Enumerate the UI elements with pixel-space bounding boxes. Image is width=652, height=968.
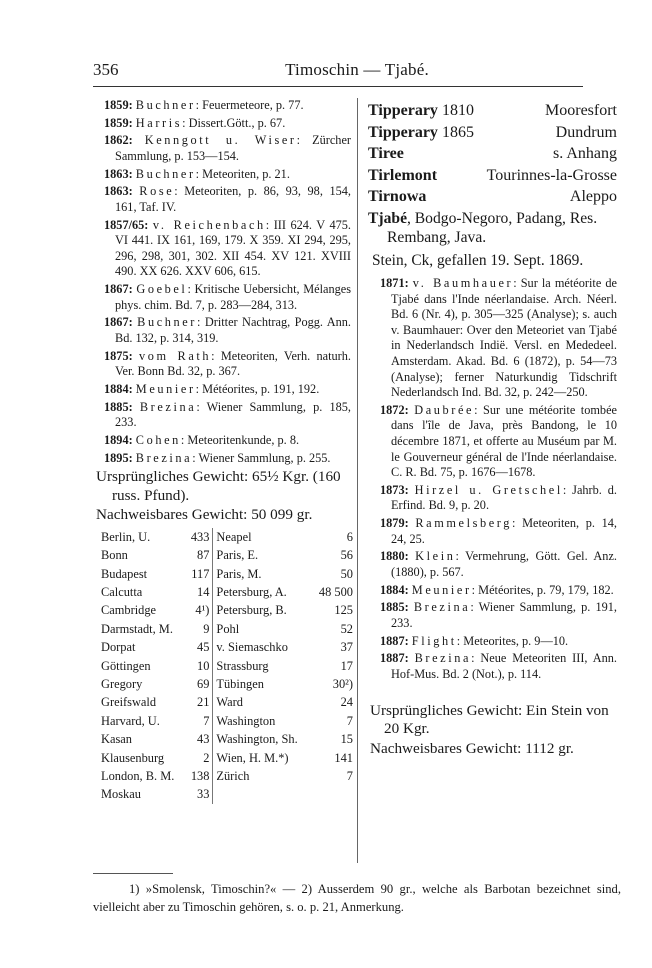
reference-text: : Météorites, p. 79, 179, 182.	[471, 582, 614, 597]
collection-row	[101, 565, 353, 583]
reference-year: 1895:	[104, 450, 133, 465]
reference-author: Buchner	[137, 315, 197, 330]
cross-reference: Tourinnes-la-Grosse	[486, 166, 617, 184]
collection-weight: 17	[340, 658, 353, 673]
meteorite-year: 1865	[441, 123, 474, 141]
verifiable-weight: Nachweisbares Gewicht: 50 099 gr.	[96, 506, 313, 524]
cross-reference: Mooresfort	[545, 102, 617, 119]
running-head: Timoschin — Tjabé.	[285, 60, 429, 79]
collection-weight: 52	[340, 621, 353, 636]
reference-text: : Zürcher Sammlung, p. 153—154.	[115, 133, 352, 163]
collection-weight: 87	[187, 546, 213, 564]
tjabe-location: , Bodgo-Negoro, Padang, Res. Rembang, Java.	[387, 209, 598, 247]
reference-entry	[368, 600, 617, 631]
index-entry	[368, 100, 617, 122]
collection-name: Moskau	[101, 787, 141, 802]
collection-weight: 15	[340, 732, 353, 747]
reference-text: : Meteoriten, p. 86, 93, 98, 154, 161, Taf. IV.	[115, 184, 351, 214]
reference-text: : Kritische Uebersicht, Mélanges phys. chim. Bd. 7, p. 283—284, 313.	[115, 282, 352, 312]
collection-name: Washington, Sh.	[216, 732, 298, 747]
collection-weight: 45	[187, 638, 213, 656]
collection-name: Greifswald	[101, 695, 157, 710]
right-column	[368, 100, 617, 759]
collection-weight: 6	[346, 529, 353, 544]
tjabe-name: Tjabé	[368, 209, 407, 227]
collection-weight: 14	[187, 583, 213, 601]
collection-row	[101, 730, 353, 748]
collection-weight: 141	[334, 750, 353, 765]
reference-author: Hirzel u. Gretschel	[414, 482, 563, 497]
reference-entry	[368, 634, 617, 650]
reference-year: 1863:	[104, 166, 133, 181]
collection-name: Calcutta	[101, 585, 143, 599]
collection-name: Pohl	[216, 621, 240, 636]
reference-year: 1867:	[104, 315, 133, 330]
meteorite-name: Tiree	[368, 145, 404, 163]
index-entry	[368, 186, 617, 208]
collection-name: Tübingen	[216, 677, 264, 692]
collection-name: Petersburg, B.	[216, 603, 287, 618]
collection-name: Harvard, U.	[101, 713, 160, 728]
meteorite-name: Tipperary	[368, 102, 438, 119]
collection-weight: 21	[187, 693, 213, 711]
reference-text: : Meteoriten, Verh. naturh. Ver. Bonn Bd. 32, p. 367.	[115, 348, 351, 379]
index-entries	[368, 100, 617, 208]
collection-weight: 7	[187, 712, 213, 730]
reference-year: 1884:	[380, 582, 409, 597]
collection-name: Wien, H. M.*)	[216, 750, 289, 765]
reference-year: 1875:	[104, 348, 133, 363]
collection-weight: 138	[187, 767, 213, 785]
reference-author: Rose	[139, 184, 175, 199]
collection-name: Gregory	[101, 677, 143, 692]
reference-author: Buchner	[135, 166, 196, 181]
collection-row	[101, 546, 353, 564]
header-rule	[93, 86, 583, 87]
reference-entry	[104, 184, 351, 215]
reference-text: : Sur une météorite tombée dans l'île de Java, près Bandong, le 10 décembre 1871, et offerte au Muséum par M. le Gouverneur général de l'Inde néerlandaise. C. R. Bd. 75, p. 1676—1678.	[391, 402, 617, 480]
reference-author: Brezina	[414, 651, 472, 666]
collection-name: Cambridge	[101, 603, 157, 618]
footnote-rule	[93, 873, 173, 874]
meteorite-name: Tirlemont	[368, 166, 438, 184]
collection-weight: 69	[187, 675, 213, 693]
collection-weight: 125	[334, 603, 353, 618]
reference-author: Daubrée	[414, 402, 475, 417]
collection-name: London, B. M.	[101, 769, 175, 784]
collection-name: Budapest	[101, 566, 148, 581]
reference-year: 1871:	[380, 275, 409, 290]
reference-entry	[104, 167, 351, 183]
collection-weight	[313, 785, 353, 803]
reference-text: : Dissert.Gött., p. 67.	[182, 115, 286, 130]
collection-row	[101, 657, 353, 675]
collection-name: v. Siemaschko	[216, 640, 288, 655]
reference-text: : Wiener Sammlung, p. 185, 233.	[115, 399, 351, 430]
timoschin-references	[104, 98, 351, 466]
collection-weight: 43	[187, 730, 213, 748]
collections-table	[101, 528, 353, 804]
reference-entry	[104, 433, 351, 449]
collection-name: Strassburg	[216, 658, 269, 673]
reference-author: v. Reichenbach	[152, 217, 266, 232]
reference-author: Goebel	[136, 282, 188, 297]
reference-text: : Feuermeteore, p. 77.	[195, 98, 304, 112]
collection-weight: 7	[346, 713, 353, 728]
collection-name: Ward	[216, 695, 243, 710]
collection-name	[213, 785, 313, 803]
collection-name: Klausenburg	[101, 750, 165, 765]
reference-text: : Sur la météorite de Tjabé dans l'Inde néerlandaise. Arch. Néerl. Bd. 6 (Nr. 4), p. 305—325 (Analyse); s. auch v. Baumhauer: Over den Meteoriet van Tjabé in Nederlandsch Indië. Versl. en Mededeel. Amsterdam. Akad. Bd. 6 (1872), p. 54—73 (Analyse); ferner Naturkundig Tidschrift Nederlandsch Ind. Bd. 32, p. 242—250.	[391, 275, 617, 400]
reference-author: vom Rath	[138, 348, 212, 363]
collection-weight: 9	[187, 620, 213, 638]
collection-name: Bonn	[101, 548, 128, 563]
reference-entry	[104, 315, 351, 346]
reference-entry	[368, 276, 617, 401]
index-entry	[368, 122, 617, 144]
reference-author: Buchner	[135, 98, 196, 112]
collection-name: Washington	[216, 713, 276, 728]
collection-row	[101, 693, 353, 711]
reference-entry	[104, 133, 351, 164]
original-weight: Ursprüngliches Gewicht: 65½ Kgr. (160 russ. Pfund).	[96, 468, 341, 504]
reference-entry	[104, 282, 351, 313]
reference-year: 1859:	[104, 115, 133, 130]
tjabe-entry	[368, 209, 617, 248]
reference-text: : Vermehrung, Gött. Gel. Anz. (1880), p. 567.	[391, 549, 617, 580]
reference-year: 1879:	[380, 516, 409, 531]
reference-entry	[104, 349, 351, 380]
collection-weight: 2	[187, 749, 213, 767]
reference-entry	[104, 98, 351, 114]
collection-name: Neapel	[216, 529, 252, 544]
left-column	[96, 98, 353, 804]
reference-year: 1884:	[104, 381, 133, 396]
reference-text: : Meteoriten, p. 21.	[195, 166, 290, 181]
collection-weight: 10	[187, 657, 213, 675]
collection-row	[101, 712, 353, 730]
collection-row	[101, 528, 353, 546]
collection-row	[101, 583, 353, 601]
reference-entry	[368, 651, 617, 682]
collection-weight: 56	[340, 548, 353, 563]
reference-year: 1894:	[104, 432, 133, 447]
collection-weight: 50	[340, 566, 353, 581]
reference-entry	[368, 483, 617, 514]
reference-year: 1857/65:	[104, 217, 149, 232]
reference-year: 1880:	[380, 549, 409, 564]
reference-text: : Wiener Sammlung, p. 191, 233.	[391, 600, 617, 630]
collection-weight: 117	[187, 565, 213, 583]
reference-year: 1867:	[104, 282, 133, 297]
reference-author: Meunier	[135, 381, 196, 396]
tjabe-fall: Stein, Ck, gefallen 19. Sept. 1869.	[372, 251, 584, 269]
tjabe-original-weight: Ursprüngliches Gewicht: Ein Stein von 20 Kgr.	[370, 701, 609, 738]
collection-row	[101, 620, 353, 638]
collection-weight: 33	[187, 785, 213, 803]
reference-year: 1887:	[380, 633, 409, 648]
collection-weight: 30²)	[332, 677, 353, 692]
reference-author: Brezina	[135, 450, 193, 465]
reference-year: 1859:	[104, 98, 133, 112]
collection-row	[101, 749, 353, 767]
collection-row	[101, 785, 353, 803]
reference-text: : Meteoriten, p. 14, 24, 25.	[391, 516, 617, 546]
footnote: 1) »Smolensk, Timoschin?« — 2) Ausserdem 90 gr., welche als Barbotan bezeichnet sind, vielleicht aber zu Timoschin gehören, s. o. p. 21, Anmerkung.	[93, 882, 621, 914]
reference-text: : Meteorites, p. 9—10.	[456, 633, 569, 648]
collection-name: Zürich	[216, 769, 250, 784]
page-header	[93, 56, 621, 82]
collection-weight: 7	[346, 769, 353, 784]
reference-year: 1885:	[380, 600, 409, 615]
reference-year: 1885:	[104, 399, 133, 414]
tjabe-references	[368, 276, 617, 683]
reference-author: Brezina	[413, 600, 471, 615]
reference-text: : Météorites, p. 191, 192.	[195, 381, 320, 396]
cross-reference: Dundrum	[555, 123, 617, 141]
reference-author: Kenngott u. Wiser	[144, 133, 297, 148]
reference-author: Cohen	[135, 432, 181, 447]
meteorite-name: Tirnowa	[368, 188, 427, 206]
collection-row	[101, 638, 353, 656]
collection-name: Paris, M.	[216, 566, 262, 581]
collection-name: Petersburg, A.	[216, 585, 287, 599]
collection-name: Kasan	[101, 732, 132, 747]
collection-row	[101, 767, 353, 785]
index-entry	[368, 143, 617, 165]
collection-name: Darmstadt, M.	[101, 621, 173, 636]
collection-name: Göttingen	[101, 658, 151, 673]
reference-entry	[368, 549, 617, 580]
collection-weight: 48 500	[318, 585, 353, 599]
page-number: 356	[93, 60, 119, 79]
reference-entry	[104, 400, 351, 431]
collection-row	[101, 601, 353, 619]
reference-year: 1887:	[380, 651, 409, 666]
reference-year: 1862:	[104, 133, 133, 148]
reference-text: : Dritter Nachtrag, Pogg. Ann. Bd. 132, p. 314, 319.	[115, 315, 351, 345]
reference-author: Rammelsberg	[415, 516, 513, 531]
collection-weight: 433	[187, 528, 213, 546]
reference-entry	[368, 516, 617, 547]
reference-year: 1873:	[380, 482, 409, 497]
collection-row	[101, 675, 353, 693]
reference-entry	[104, 116, 351, 132]
tjabe-verifiable-weight: Nachweisbares Gewicht: 1112 gr.	[370, 739, 574, 757]
reference-text: : Wiener Sammlung, p. 255.	[192, 450, 331, 465]
collection-weight: 4¹)	[187, 601, 213, 619]
cross-reference: Aleppo	[569, 188, 617, 206]
reference-year: 1872:	[380, 402, 409, 417]
reference-author: Brezina	[139, 399, 197, 414]
reference-text: : Neue Meteoriten III, Ann. Hof-Mus. Bd. 2 (Not.), p. 114.	[391, 651, 617, 681]
collection-name: Berlin, U.	[101, 529, 151, 544]
reference-text: : Meteoritenkunde, p. 8.	[180, 432, 300, 447]
reference-author: v. Baumhauer	[412, 275, 514, 290]
reference-text: : III 624. V 475. VI 441. IX 161, 169, 179. X 359. XI 294, 295, 296, 298, 301, 302. XII 454. XV 121. XVIII 490. XX 626. XXV 606, 615.	[115, 217, 351, 279]
column-divider	[357, 98, 358, 863]
reference-author: Meunier	[411, 582, 472, 597]
cross-reference: s. Anhang	[553, 145, 617, 163]
reference-text: : Jahrb. d. Erfind. Bd. 9, p. 20.	[391, 482, 617, 513]
collection-weight: 24	[340, 695, 353, 710]
reference-entry	[104, 382, 351, 398]
collection-name: Dorpat	[101, 640, 136, 655]
reference-entry	[368, 583, 617, 599]
reference-author: Flight	[411, 633, 457, 648]
collection-weight: 37	[340, 640, 353, 655]
reference-entry	[104, 451, 351, 467]
reference-author: Klein	[415, 549, 456, 564]
reference-author: Harris	[135, 115, 183, 130]
reference-entry	[368, 403, 617, 481]
meteorite-year: 1810	[441, 102, 474, 119]
reference-year: 1863:	[104, 184, 133, 199]
meteorite-name: Tipperary	[368, 123, 438, 141]
collection-name: Paris, E.	[216, 548, 259, 563]
index-entry	[368, 165, 617, 187]
reference-entry	[104, 218, 351, 280]
